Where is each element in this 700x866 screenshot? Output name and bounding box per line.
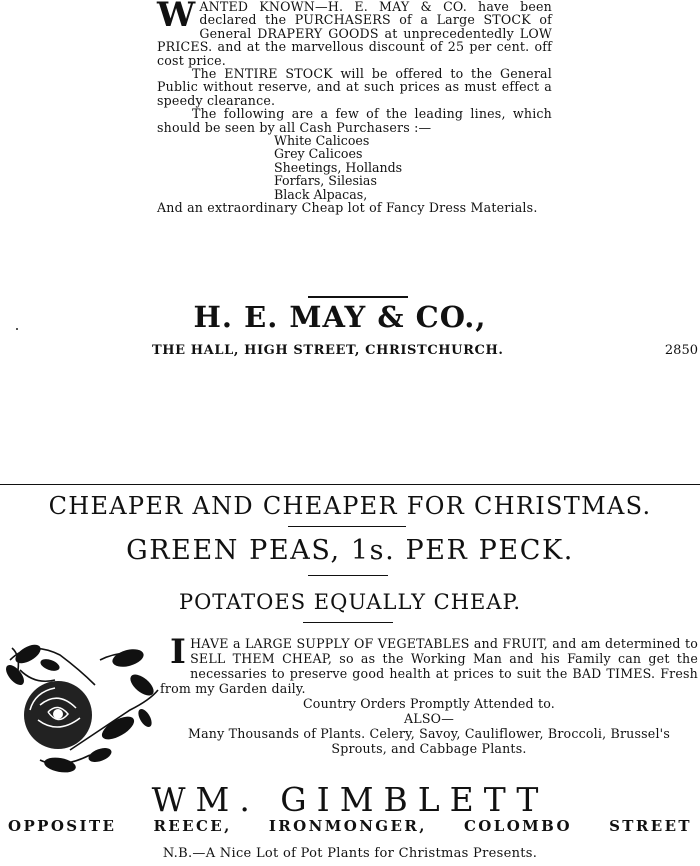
may-firm-name (0, 300, 700, 334)
plants-list: Many Thousands of Plants. Celery, Savoy, Cauliflower, Broccoli, Brussel's Sprouts, and Cabbage Plants. (187, 726, 671, 756)
address-word: REECE, (153, 817, 232, 835)
list-item: White Calicoes (274, 133, 370, 149)
may-paragraph-3: The following are a few of the leading lines, which should be seen by all Cash Purchasers :— (157, 106, 552, 135)
list-item: Sheetings, Hollands (274, 159, 403, 175)
gimblett-advertisement (160, 632, 698, 756)
gimblett-body-text: HAVE a LARGE SUPPLY OF VEGETABLES and FRUIT, and am determined to SELL THEM CHEAP, so as the Working Man and his Family can get the necessaries to preserve good health at prices to suit the BAD TIMES. Fresh from my Garden daily. (160, 636, 698, 696)
also-label: ALSO— (403, 711, 454, 726)
address-word: OPPOSITE (8, 817, 117, 835)
list-item: Grey Calicoes (274, 146, 363, 162)
leading-lines-list (274, 134, 552, 201)
divider (308, 296, 408, 298)
headline-potatoes: POTATOES EQUALLY CHEAP. (178, 590, 522, 614)
may-paragraph-1-text: ANTED KNOWN—H. E. MAY & CO. have been declared the PURCHASERS of a Large STOCK of General DRAPERY GOODS at unprecedentedly LOW PRICES. and at the marvellous discount of 25 per cent. off cost price. (157, 0, 552, 68)
may-firm-name-text: H. E. MAY & CO., (193, 300, 487, 334)
headline-green-peas: GREEN PEAS, 1s. PER PECK. (126, 535, 574, 566)
may-advertisement (157, 0, 552, 215)
divider (308, 575, 388, 576)
may-paragraph-1 (157, 0, 552, 67)
address-word: COLOMBO (463, 817, 572, 835)
divider (288, 526, 406, 527)
advert-number: 2850 (664, 343, 698, 358)
drop-cap-w: W (157, 0, 196, 35)
divider (303, 622, 393, 623)
list-item: Black Alpacas, (274, 186, 368, 202)
may-paragraph-2: The ENTIRE STOCK will be offered to the General Public without reserve, and at such prices as must effect a speedy clearance. (157, 66, 552, 108)
address-word: IRONMONGER, (268, 817, 427, 835)
address-word: STREET (609, 817, 692, 835)
nota-bene: N.B.—A Nice Lot of Pot Plants for Christmas Presents. (162, 846, 538, 861)
divider (0, 484, 700, 485)
country-orders: Country Orders Promptly Attended to. (302, 696, 556, 711)
rose-illustration (0, 630, 160, 780)
print-speck (16, 328, 18, 330)
drop-cap-i: I (170, 632, 187, 672)
gimblett-body (160, 632, 698, 696)
may-paragraph-4: And an extraordinary Cheap lot of Fancy Dress Materials. (157, 200, 538, 216)
gimblett-firm-name: WM. GIMBLETT (151, 780, 549, 819)
gimblett-address (0, 817, 700, 835)
headline-cheaper: CHEAPER AND CHEAPER FOR CHRISTMAS. (48, 492, 652, 520)
list-item: Forfars, Silesias (274, 173, 377, 189)
may-address: THE HALL, HIGH STREET, CHRISTCHURCH. (152, 343, 504, 358)
